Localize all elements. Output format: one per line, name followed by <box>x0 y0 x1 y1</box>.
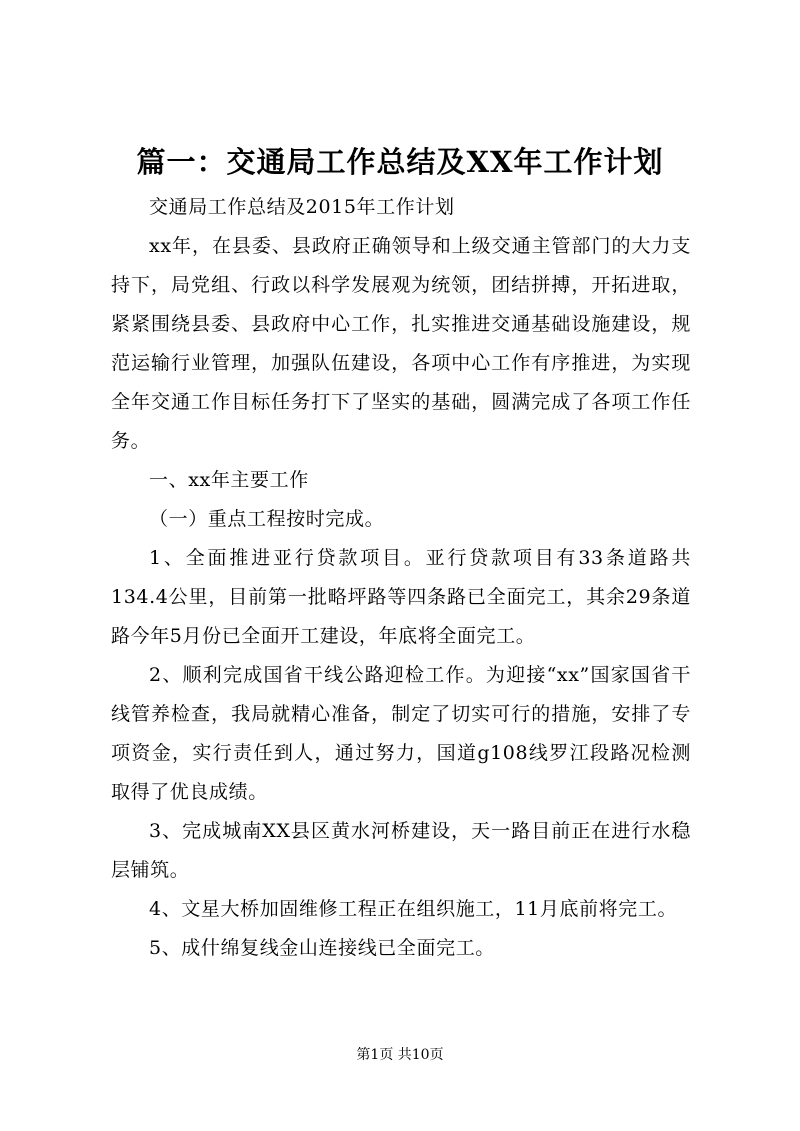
document-title: 篇一：交通局工作总结及XX年工作计划 <box>136 145 664 179</box>
intro-paragraph: xx年，在县委、县政府正确领导和上级交通主管部门的大力支持下，局党组、行政以科学发展观为统领，团结拼搏，开拓进取，紧紧围绕县委、县政府中心工作，扎实推进交通基础设施建设，规范运输行业管理，加强队伍建设，各项中心工作有序推进，为实现全年交通工作目标任务打下了坚实的基础，圆满完成了各项工作任务。 <box>111 235 691 452</box>
page-footer: 第1页 共10页 <box>356 1047 444 1063</box>
subsection-heading: （一）重点工程按时完成。 <box>149 508 385 530</box>
section-heading: 一、xx年主要工作 <box>149 469 309 491</box>
item-paragraph-3: 3、完成城南XX县区黄水河桥建设，天一路目前正在进行水稳层铺筑。 <box>111 820 691 881</box>
document-body <box>111 188 691 968</box>
item-paragraph-1: 1、全面推进亚行贷款项目。亚行贷款项目有33条道路共134.4公里，目前第一批略坪路等四条路已全面完工，其余29条道路今年5月份已全面开工建设，年底将全面完工。 <box>111 547 691 647</box>
item-paragraph-2: 2、顺利完成国省干线公路迎检工作。为迎接“xx”国家国省干线管养检查，我局就精心准备，制定了切实可行的措施，安排了专项资金，实行责任到人，通过努力，国道g108线罗江段路况检测取得了优良成绩。 <box>111 664 691 803</box>
subtitle-paragraph: 交通局工作总结及2015年工作计划 <box>149 196 455 218</box>
item-paragraph-5: 5、成什绵复线金山连接线已全面完工。 <box>149 937 495 959</box>
item-paragraph-4: 4、文星大桥加固维修工程正在组织施工，11月底前将完工。 <box>149 898 678 920</box>
